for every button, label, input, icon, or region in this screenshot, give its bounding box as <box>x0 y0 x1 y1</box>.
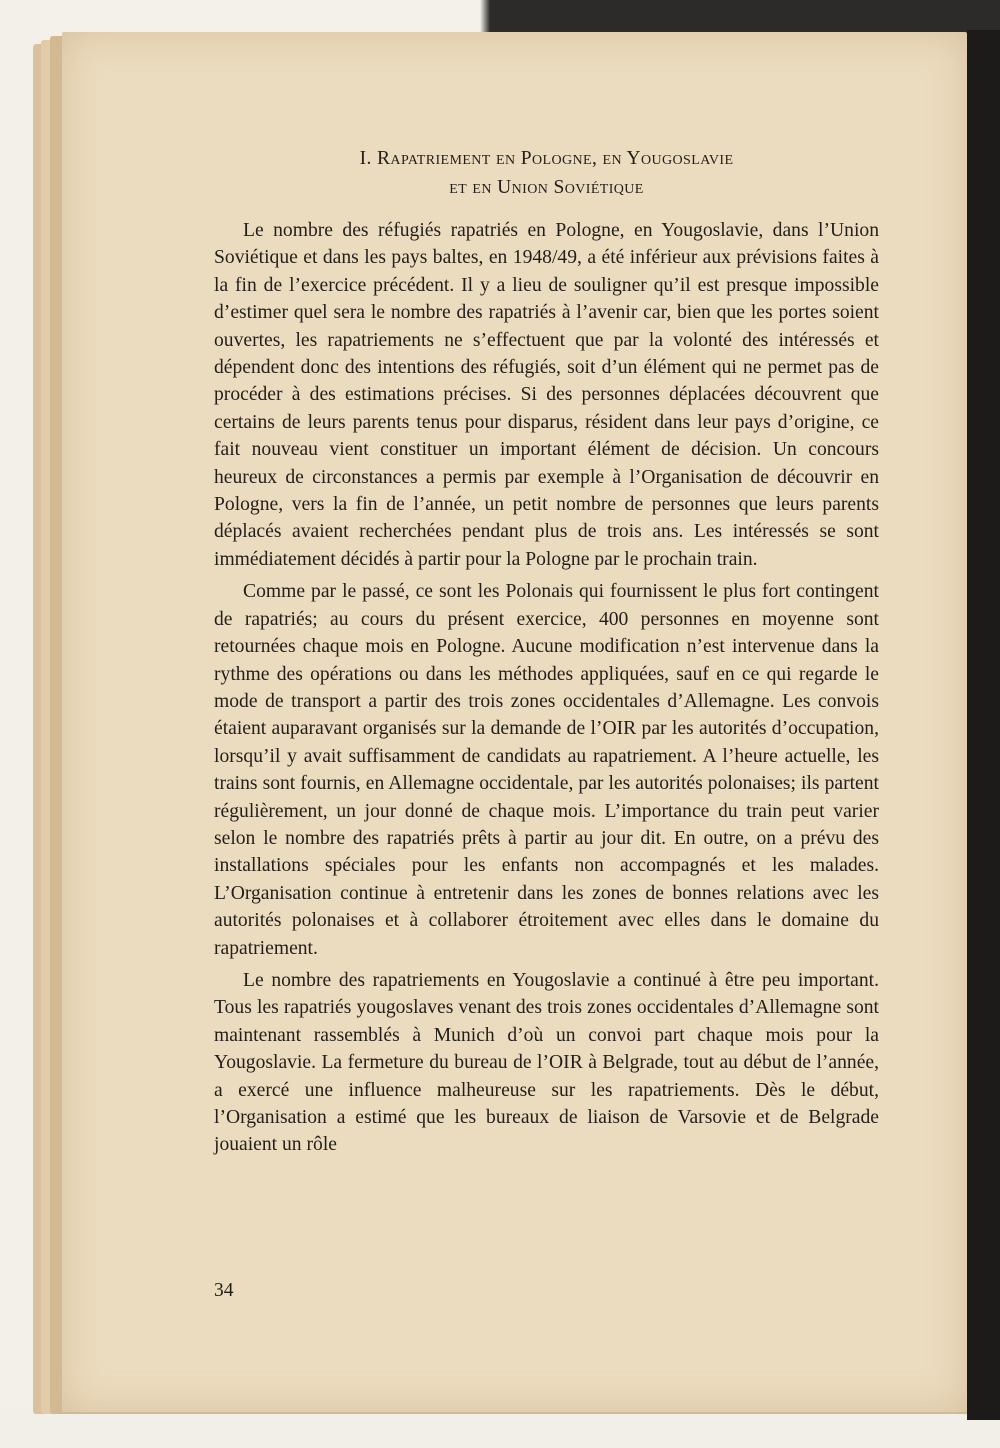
section-heading <box>214 144 879 202</box>
paragraph-2: Comme par le passé, ce sont les Polonais qui fournissent le plus fort contingent de rapatriés; au cours du présent exercice, 400 personnes en moyenne sont retournées chaque mois en Pologne. Aucune modification n’est intervenue dans la rythme des opérations ou dans les méthodes appliquées, sauf en ce qui regarde le mode de transport a partir des trois zones occidentales d’Allemagne. Les convois étaient auparavant organisés sur la demande de l’OIR par les autorités d’occupation, lorsqu’il y avait suffisamment de candidats au rapatriement. A l’heure actuelle, les trains sont fournis, en Allemagne occidentale, par les autorités polonaises; ils partent régulièrement, un jour donné de chaque mois. L’importance du train peut varier selon le nombre des rapatriés prêts à partir au jour dit. En outre, on a prévu des installations spéciales pour les enfants non accompagnés et les malades. L’Organisation continue à entretenir dans les zones de bonnes relations avec les autorités polonaises et à collaborer étroitement avec elles dans le domaine du rapatriement. <box>214 581 879 959</box>
section-heading-line-2: et en Union Soviétique <box>449 177 644 198</box>
paragraph-1: Le nombre des réfugiés rapatriés en Pologne, en Yougoslavie, dans l’Union Soviétique et dans les pays baltes, en 1948/49, a été inférieur aux prévisions faites à la fin de l’exercice précédent. Il y a lieu de souligner qu’il est presque impossible d’estimer quel sera le nombre des rapatriés à l’avenir car, bien que les portes soient ouvertes, les rapatriements ne s’effectuent que par la volonté des intéressés et dépendent donc des intentions des réfugiés, soit d’un élément qui ne permet pas de procéder à des estimations précises. Si des personnes déplacées découvrent que certains de leurs parents tenus pour disparus, résident dans leur pays d’origine, ce fait nouveau vient constituer un important élément de décision. Un concours heureux de circonstances a permis par exemple à l’Organisation de découvrir en Pologne, vers la fin de l’année, un petit nombre de personnes que leurs parents déplacés avaient recherchées pendant plus de trois ans. Les intéressés se sont immédiatement décidés à partir pour la Pologne par le prochain train. <box>214 220 879 570</box>
paragraph-3: Le nombre des rapatriements en Yougoslavie a continué à être peu important. Tous les rapatriés yougoslaves venant des trois zones occidentales d’Allemagne sont maintenant rassemblés à Munich d’où un convoi part chaque mois pour la Yougoslavie. La fermeture du bureau de l’OIR à Belgrade, tout au début de l’année, a exercé une influence malheureuse sur les rapatriements. Dès le début, l’Organisation a estimé que les bureaux de liaison de Varsovie et de Belgrade jouaient un rôle <box>214 969 879 1156</box>
page-number: 34 <box>214 1280 234 1301</box>
body-text <box>214 217 879 1159</box>
facing-page-shadow <box>967 30 1000 1420</box>
section-heading-line-1: I. Rapatriement en Pologne, en Yougoslavie <box>359 148 734 169</box>
scan-background-bottom <box>0 1410 1000 1448</box>
